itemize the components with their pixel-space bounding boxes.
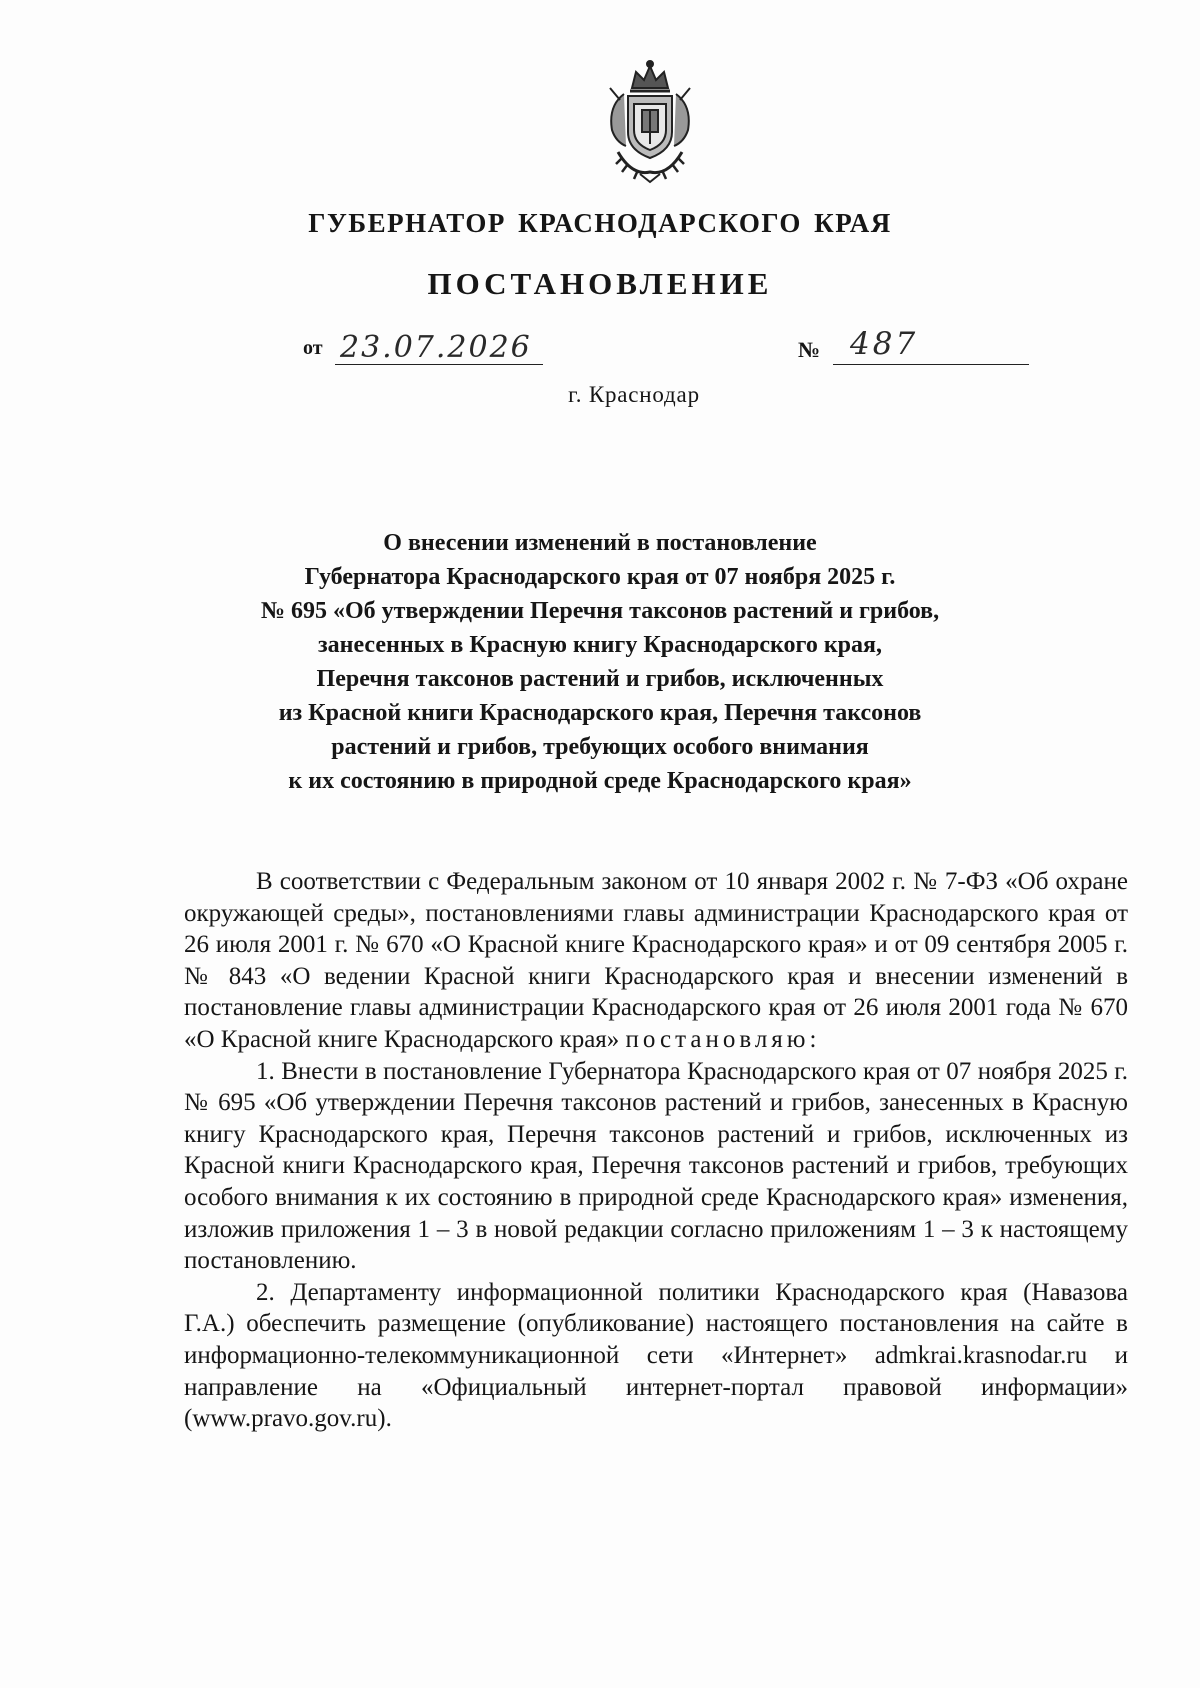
preamble-text: В соответствии с Федеральным законом от 10 января 2002 г. № 7-ФЗ «Об охране окружающей среды», постановлениями главы администрации Краснодарского края от 26 июля 2001 г. № 670 «О Красной книге Краснодарского края» и от 09 сентября 2005 г. № 843 «О ведении Красной книги Краснодарского края и внесении изменений в постановление главы администрации Краснодарского края от 26 июля 2001 года № 670 «О Красной книге Краснодарского края» bbox=[184, 868, 1128, 1053]
city-line: г. Краснодар bbox=[568, 382, 700, 407]
title-line: № 695 «Об утверждении Перечня таксонов растений и грибов, bbox=[260, 598, 940, 624]
date-underline bbox=[335, 364, 543, 365]
document-body bbox=[184, 866, 1128, 1435]
number-underline bbox=[833, 364, 1029, 365]
title-line: Губернатора Краснодарского края от 07 ноября 2025 г. bbox=[304, 564, 896, 590]
date-handwritten-value: 23.07.2026 bbox=[340, 330, 532, 365]
issuer-heading: ГУБЕРНАТОР КРАСНОДАРСКОГО КРАЯ bbox=[308, 208, 892, 238]
document-type-heading: ПОСТАНОВЛЕНИЕ bbox=[427, 266, 773, 301]
item-2-paragraph: 2. Департаменту информационной политики Краснодарского края (Навазова Г.А.) обеспечить размещение (опубликование) настоящего постановления на сайте в информационно-телекоммуникационной сети «Интернет» admkrai.krasnodar.ru и направление на «Официальный интернет-портал правовой информации» (www.pravo.gov.ru). bbox=[184, 1278, 1128, 1433]
coat-of-arms-emblem bbox=[598, 58, 702, 186]
title-line: Перечня таксонов растений и грибов, исключенных bbox=[316, 666, 884, 692]
title-line: из Красной книги Краснодарского края, Перечня таксонов bbox=[278, 700, 922, 726]
number-handwritten-value: 487 bbox=[850, 326, 919, 362]
title-line: занесенных в Красную книгу Краснодарского края, bbox=[318, 632, 882, 658]
document-title bbox=[0, 526, 1200, 798]
title-line: к их состоянию в природной среде Краснодарского края» bbox=[288, 768, 912, 794]
title-line: растений и грибов, требующих особого внимания bbox=[331, 734, 869, 760]
date-label: от bbox=[303, 337, 323, 359]
decree-word: постановляю: bbox=[625, 1025, 821, 1053]
title-line: О внесении изменений в постановление bbox=[383, 530, 817, 556]
preamble-paragraph bbox=[184, 866, 1128, 1056]
number-label: № bbox=[798, 337, 821, 362]
item-1-paragraph: 1. Внести в постановление Губернатора Краснодарского края от 07 ноября 2025 г. № 695 «Об утверждении Перечня таксонов растений и грибов, занесенных в Красную книгу Краснодарского края, Перечня таксонов растений и грибов, исключенных из Красной книги Краснодарского края, Перечня таксонов растений и грибов, требующих особого внимания к их состоянию в природной среде Краснодарского края» изменения, изложив приложения 1 – 3 в новой редакции согласно приложениям 1 – 3 к настоящему постановлению. bbox=[184, 1057, 1128, 1275]
